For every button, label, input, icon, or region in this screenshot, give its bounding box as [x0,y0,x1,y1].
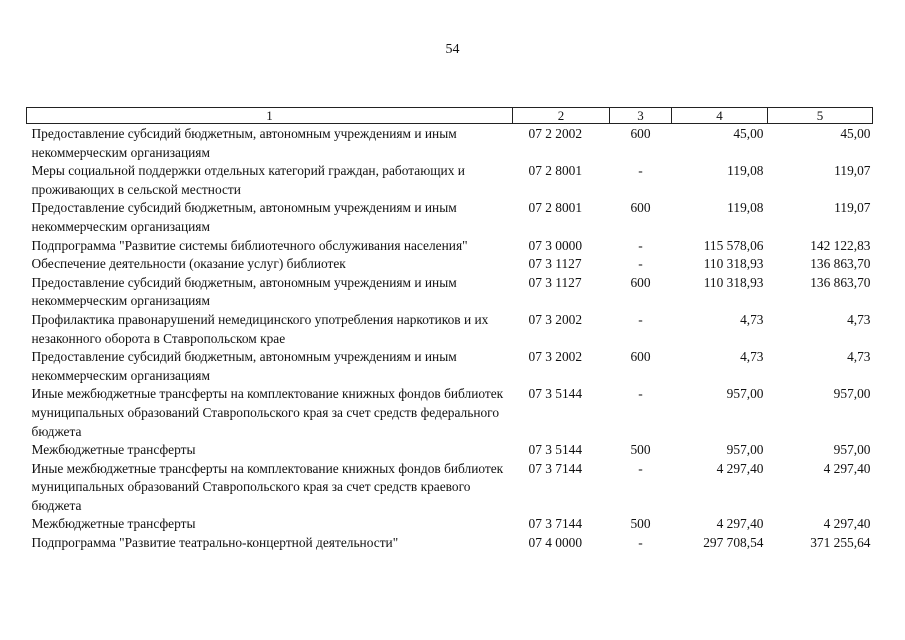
row-name-cell: Иные межбюджетные трансферты на комплектование книжных фондов библиотек муниципальных образований Ставропольского края за счет средств краевого бюджета [31,460,504,513]
column-header: 2 [513,108,610,124]
table-header-row [27,108,873,124]
column-header: 5 [768,108,873,124]
row-kind-cell: 600 [630,349,651,365]
table-row [27,348,873,385]
row-value-4-cell: 957,00 [726,386,764,402]
row-name-cell: Профилактика правонарушений немедицинского употребления наркотиков и их незаконного оборота в Ставропольском крае [31,311,489,346]
row-value-4-cell: 4,73 [740,349,764,365]
row-kind-cell: - [638,386,643,402]
row-value-5-cell: 136 863,70 [810,274,871,290]
table-row [27,237,873,256]
row-code-cell: 07 3 7144 [528,460,583,476]
row-value-4-cell: 119,08 [727,200,764,216]
row-code-cell: 07 3 7144 [528,516,583,532]
row-kind-cell: 600 [630,126,651,141]
row-name-cell: Предоставление субсидий бюджетным, автономным учреждениям и иным некоммерческим организациям [31,126,457,160]
table-row [27,534,873,553]
row-name-cell: Предоставление субсидий бюджетным, автономным учреждениям и иным некоммерческим организациям [31,200,457,234]
row-value-5-cell: 957,00 [833,442,871,458]
column-header: 4 [672,108,768,124]
row-kind-cell: - [638,311,643,327]
row-value-5-cell: 371 255,64 [810,535,871,551]
page-number: 54 [445,42,460,57]
row-value-4-cell: 110 318,93 [703,256,764,272]
table-body [27,124,873,553]
row-name-cell: Подпрограмма "Развитие системы библиотечного обслуживания населения" [31,237,468,253]
row-value-4-cell: 957,00 [726,442,764,458]
row-name-cell: Межбюджетные трансферты [31,516,196,532]
row-name-cell: Межбюджетные трансферты [31,442,196,458]
table-row [27,274,873,311]
row-kind-cell: 500 [630,516,651,532]
row-code-cell: 07 3 2002 [528,349,583,365]
row-value-5-cell: 119,07 [834,163,871,179]
row-code-cell: 07 3 1127 [528,256,582,272]
row-kind-cell: 600 [630,274,651,290]
row-value-5-cell: 4 297,40 [823,516,871,532]
row-value-5-cell: 4,73 [847,311,871,327]
table-row [27,515,873,534]
row-code-cell: 07 2 8001 [528,163,583,179]
row-name-cell: Предоставление субсидий бюджетным, автономным учреждениям и иным некоммерческим организациям [31,274,457,309]
table-row [27,124,873,163]
row-name-cell: Подпрограмма "Развитие театрально-концертной деятельности" [31,535,399,551]
row-value-4-cell: 297 708,54 [703,535,764,551]
row-code-cell: 07 4 0000 [528,535,583,551]
row-code-cell: 07 3 0000 [528,237,583,253]
table-row [27,162,873,199]
row-kind-cell: - [638,256,643,272]
row-value-4-cell: 115 578,06 [703,237,764,253]
row-name-cell: Предоставление субсидий бюджетным, автономным учреждениям и иным некоммерческим организациям [31,349,457,383]
row-value-4-cell: 110 318,93 [703,274,764,290]
budget-table [26,107,873,553]
table-row [27,460,873,516]
row-code-cell: 07 3 1127 [528,274,582,290]
row-kind-cell: - [638,237,643,253]
row-value-4-cell: 119,08 [727,163,764,179]
table-row [27,441,873,460]
row-kind-cell: 500 [630,442,651,458]
row-value-5-cell: 119,07 [834,200,871,216]
row-kind-cell: - [638,163,643,179]
table-row [27,311,873,348]
row-code-cell: 07 3 5144 [528,386,583,402]
row-value-5-cell: 45,00 [840,126,871,141]
row-value-4-cell: 4 297,40 [716,460,764,476]
row-value-5-cell: 142 122,83 [810,237,871,253]
row-code-cell: 07 2 8001 [528,200,583,216]
row-name-cell: Обеспечение деятельности (оказание услуг) библиотек [31,256,346,272]
row-value-5-cell: 957,00 [833,386,871,402]
row-value-4-cell: 45,00 [733,126,764,141]
row-value-4-cell: 4,73 [740,311,764,327]
row-value-5-cell: 4 297,40 [823,460,871,476]
row-code-cell: 07 3 2002 [528,311,583,327]
column-header: 1 [27,108,513,124]
row-kind-cell: 600 [630,200,651,216]
table-row [27,255,873,274]
row-value-4-cell: 4 297,40 [716,516,764,532]
row-kind-cell: - [638,535,643,551]
row-kind-cell: - [638,460,643,476]
row-name-cell: Иные межбюджетные трансферты на комплектование книжных фондов библиотек муниципальных образований Ставропольского края за счет средств федерального бюджета [31,386,504,439]
table-row [27,199,873,236]
row-name-cell: Меры социальной поддержки отдельных категорий граждан, работающих и проживающих в сельской местности [31,163,465,197]
table-row [27,385,873,441]
column-header: 3 [610,108,672,124]
row-code-cell: 07 2 2002 [528,126,583,141]
row-code-cell: 07 3 5144 [528,442,583,458]
row-value-5-cell: 4,73 [847,349,871,365]
row-value-5-cell: 136 863,70 [810,256,871,272]
